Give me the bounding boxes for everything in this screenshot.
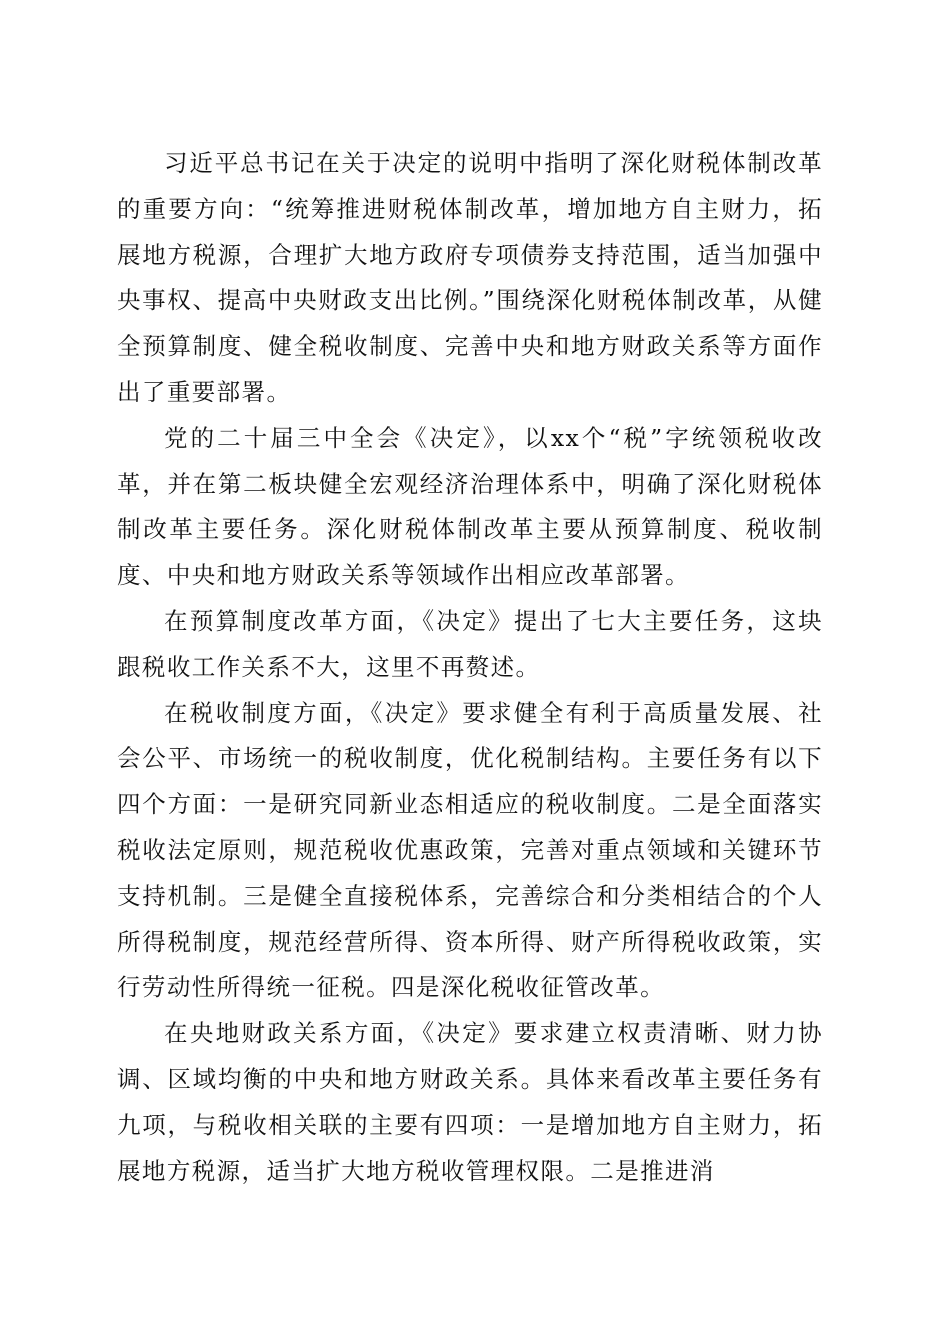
paragraph-5: 在央地财政关系方面，《决定》要求建立权责清晰、财力协调、区域均衡的中央和地方财政关系。具体来看改革主要任务有九项，与税收相关联的主要有四项：一是增加地方自主财力，拓展地方税源，适当扩大地方税收管理权限。二是推进消 [117,1019,823,1185]
paragraph-3: 在预算制度改革方面，《决定》提出了七大主要任务，这块跟税收工作关系不大，这里不再赘述。 [117,606,823,681]
paragraph-1: 习近平总书记在关于决定的说明中指明了深化财税体制改革的重要方向：“统筹推进财税体制改革，增加地方自主财力，拓展地方税源，合理扩大地方政府专项债券支持范围，适当加强中央事权、提高中央财政支出比例。”围绕深化财税体制改革，从健全预算制度、健全税收制度、完善中央和地方财政关系等方面作出了重要部署。 [117,149,823,406]
document-body [117,141,823,1194]
paragraph-4: 在税收制度方面，《决定》要求健全有利于高质量发展、社会公平、市场统一的税收制度，优化税制结构。主要任务有以下四个方面：一是研究同新业态相适应的税收制度。二是全面落实税收法定原则，规范税收优惠政策，完善对重点领域和关键环节支持机制。三是健全直接税体系，完善综合和分类相结合的个人所得税制度，规范经营所得、资本所得、财产所得税收政策，实行劳动性所得统一征税。四是深化税收征管改革。 [117,698,823,1002]
paragraph-2: 党的二十届三中全会《决定》，以xx个“税”字统领税收改革，并在第二板块健全宏观经济治理体系中，明确了深化财税体制改革主要任务。深化财税体制改革主要从预算制度、税收制度、中央和地方财政关系等领域作出相应改革部署。 [117,423,823,590]
